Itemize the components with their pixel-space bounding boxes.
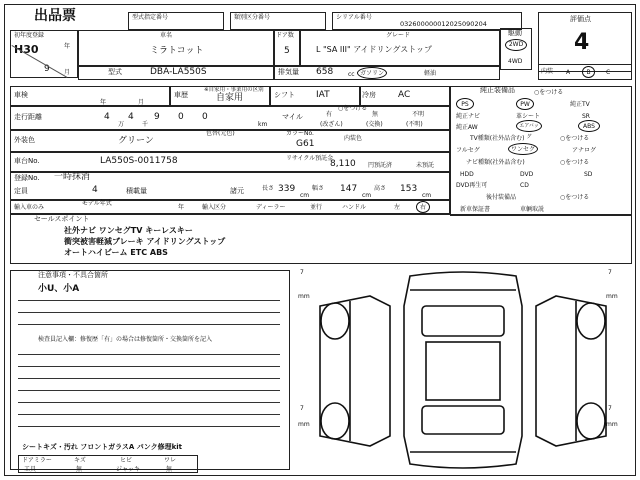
displacement-label: 排気量 [278, 68, 299, 76]
grade-value: L "SA III" アイドリングストップ [316, 45, 433, 54]
footer-h4: ワレ [164, 457, 177, 464]
navi-dvd: DVD [520, 171, 534, 178]
footer-v2: 無 [76, 466, 83, 473]
handle-left: 左 [394, 204, 401, 211]
score-label: 評価点 [570, 15, 591, 23]
interior-color-label: 内装色 [344, 135, 363, 142]
tire-depth-rf: 7 [608, 269, 612, 276]
first-reg-year: H30 [14, 43, 39, 56]
sales-line-2: 衝突被害軽減ブレーキ アイドリングストップ [64, 237, 226, 246]
import-type-label: 輸入区分 [202, 204, 227, 211]
sales-line-1: 社外ナビ ワンセグTV キーレスキー [64, 226, 193, 235]
usage-label: 車歴 [174, 91, 188, 99]
navi-note: ○をつける [560, 159, 590, 166]
model-year-label: モデル年式 [82, 200, 112, 207]
navi-hdd: HDD [460, 171, 474, 178]
equip-airbag: エアバッグ [516, 120, 542, 132]
right-side-body [536, 296, 606, 446]
import-parallel: 並行 [310, 204, 323, 211]
footer-v4: 無 [166, 466, 173, 473]
serial-value: 032600000012025090204 [400, 20, 487, 28]
first-reg-year-label: 年 [64, 43, 71, 50]
equipment-title: 純正装備品 [480, 86, 515, 94]
car-name-value: ミラトコット [150, 46, 204, 56]
mileage-remark-sub-2: (交換) [366, 121, 383, 128]
doors-value: 5 [284, 46, 290, 56]
recycle-unit: 円預託済 [368, 162, 393, 169]
dvd-label: DVD再生可 [456, 182, 488, 189]
wheel-lr [321, 403, 349, 439]
mileage-sen: 千 [142, 121, 149, 128]
import-label: 輸入車のみ [14, 204, 45, 211]
note-rule [18, 414, 280, 415]
serial-label: シリアル番号 [336, 14, 372, 21]
color-no-label: カラーNo. [286, 130, 314, 137]
mileage-remark-1: 有 [326, 111, 333, 118]
note-rule [18, 378, 280, 379]
footer-h2: キズ [74, 457, 86, 464]
type-value: DBA-LA550S [150, 67, 207, 77]
equip-leather: 革シート [516, 113, 541, 120]
mileage-box [10, 106, 450, 130]
car-damage-diagram [290, 266, 636, 474]
tire-unit-lr: mm [298, 421, 310, 428]
aftermarket-label: 後付装備品 [486, 194, 517, 201]
mileage-km: km [258, 121, 268, 128]
footer-v1: 工具 [24, 466, 37, 473]
left-side-body [320, 296, 390, 446]
inner-label: 内装 [541, 68, 554, 75]
capacity-label: 定員 [14, 187, 28, 195]
mileage-mile: マイル [282, 113, 303, 121]
wheel-rf [577, 303, 605, 339]
load-label: 積載量 [126, 187, 147, 195]
mileage-remark-sub-1: (改ざん) [320, 121, 343, 128]
wheel-rr [577, 403, 605, 439]
cd-label: CD [520, 182, 529, 189]
first-reg-label: 初年度登録 [14, 32, 45, 39]
fuel-gas-circle: ガソリン [357, 67, 387, 79]
mileage-man: 万 [118, 121, 125, 128]
width-value: 147 [340, 184, 358, 194]
shift-value: IAT [316, 90, 330, 100]
note-rule [18, 300, 280, 301]
equip-aw: 純正AW [456, 124, 478, 131]
equipment-note: ○をつける [534, 89, 564, 96]
length-label: 長さ [262, 185, 275, 192]
notes-title: 注意事項・不具合箇所 [38, 271, 108, 279]
length-value: 339 [278, 184, 296, 194]
usage-note: ※自家用・事業用の区別 [204, 87, 264, 93]
equip-navi: 純正ナビ [456, 113, 481, 120]
first-reg-month: 9 [44, 64, 50, 74]
import-box [10, 200, 450, 214]
sales-line-3: オートハイビーム ETC ABS [64, 248, 168, 257]
inner-c: C [606, 69, 611, 76]
color-change-label: 色替(元色) [206, 130, 235, 137]
sheet-title: 出品票 [34, 8, 76, 24]
inner-b-circle: B [582, 66, 595, 78]
tire-unit-rr: mm [606, 421, 618, 428]
displacement-unit: cc [348, 71, 355, 78]
aftermarket-note: ○をつける [560, 194, 590, 201]
tv-analog: アナログ [572, 147, 597, 154]
color-no-value: G61 [296, 139, 315, 149]
mileage-circle-note: ○をつける [338, 105, 368, 112]
equip-tv: 純正TV [570, 101, 590, 108]
tv-note: ○をつける [560, 135, 590, 142]
wheel-lf [321, 303, 349, 339]
tire-depth-lr: 7 [300, 405, 304, 412]
reg-label: 登録No. [14, 174, 40, 182]
exterior-color-value: グリーン [118, 136, 154, 146]
car-name-label: 車名 [160, 32, 173, 39]
doors-label: ドア数 [276, 32, 294, 39]
note-rule [18, 324, 280, 325]
usage-value: 自家用 [216, 93, 244, 103]
height-unit: cm [422, 192, 432, 199]
tire-unit-rf: mm [606, 293, 618, 300]
mileage-remark-2: 無 [372, 111, 379, 118]
ac-value: AC [398, 90, 411, 100]
inspector-note: 検査員記入欄：修復歴「有」の場合は修復箇所・交換箇所を記入 [38, 336, 213, 343]
handle-right-circle: 右 [416, 201, 430, 213]
inspection-month: 月 [138, 99, 145, 106]
height-value: 153 [400, 184, 418, 194]
equip-abs: ABS [578, 120, 600, 132]
recycle-value: 8,110 [330, 159, 356, 169]
tv-fullseg: フルセグ [456, 147, 480, 154]
chassis-value: LA550S-0011758 [100, 156, 178, 166]
type-label: 型式 [108, 68, 122, 76]
navi-label: ナビ種類(社外品含む) [466, 159, 525, 166]
inner-a: A [566, 69, 571, 76]
footer-summary: シートキズ・汚れ フロントガラスA パンク修理kit [22, 443, 182, 451]
car-top-body [404, 272, 522, 468]
mileage-digit-3: 9 [154, 112, 160, 122]
width-unit: cm [362, 192, 372, 199]
note-rule [18, 426, 280, 427]
length-unit: cm [300, 192, 310, 199]
drive-label: 駆動 [508, 29, 522, 37]
height-label: 高さ [374, 185, 387, 192]
class-label: 類別区分番号 [234, 14, 271, 21]
score-value: 4 [574, 30, 590, 55]
size-label: 諸元 [230, 187, 244, 195]
exterior-color-label: 外装色 [14, 136, 35, 144]
chassis-label: 車台No. [14, 157, 40, 165]
recycle-label: リサイクル預託金 [286, 155, 334, 162]
mileage-remark-3: 不明 [412, 111, 425, 118]
tire-depth-rr: 7 [608, 405, 612, 412]
tv-label: TV種類(社外品含む) [470, 135, 525, 142]
windshield [422, 306, 504, 336]
model-year-unit: 年 [178, 204, 185, 211]
recycle-unpaid: 未預託 [416, 162, 435, 169]
inspection-box [10, 86, 170, 106]
footer-h1: ドアミラー [22, 457, 52, 464]
capacity-value: 4 [92, 185, 98, 195]
rear-window [422, 406, 504, 434]
mileage-label: 走行距離 [14, 113, 42, 121]
displacement-value: 658 [316, 67, 334, 77]
roof [426, 342, 500, 400]
footer-v3: ジャッキ [116, 466, 140, 473]
tire-depth-lf: 7 [300, 269, 304, 276]
new-warranty: 新車保証書 [460, 206, 491, 213]
navi-sd: SD [584, 171, 593, 178]
cert-label: 型式指定番号 [132, 14, 169, 21]
import-dealer: ディーラー [256, 204, 286, 211]
drive-4wd: 4WD [508, 58, 523, 65]
equip-pw: PW [516, 98, 534, 110]
width-label: 幅さ [312, 185, 325, 192]
fuel-light: 軽油 [424, 70, 437, 77]
inspection-year: 年 [100, 99, 107, 106]
footer-h3: ヒビ [120, 457, 133, 464]
note-rule [18, 402, 280, 403]
drive-2wd-circle: 2WD [505, 39, 527, 51]
note-rule [18, 390, 280, 391]
reg-value: 一時抹消 [54, 172, 91, 182]
inspection-label: 車検 [14, 91, 28, 99]
tv-oneseg-circle: ワンセグ [508, 143, 538, 155]
first-reg-month-label: 月 [64, 69, 71, 76]
ac-label: 冷房 [362, 91, 376, 99]
manual: 車輌取説 [520, 206, 545, 213]
notes-handwritten: 小U、小A [38, 284, 80, 294]
displacement-box [274, 66, 500, 80]
note-rule [18, 312, 280, 313]
mileage-digit-1: 4 [104, 112, 110, 122]
tire-unit-lf: mm [298, 293, 310, 300]
mileage-digit-2: 4 [128, 112, 134, 122]
grade-label: グレード [386, 32, 411, 39]
equip-sr: SR [582, 113, 590, 120]
equip-ps: PS [456, 98, 474, 110]
shift-label: シフト [274, 91, 295, 99]
mileage-digit-5: 0 [202, 112, 208, 122]
sales-title: セールスポイント [34, 215, 90, 223]
handle-label: ハンドル [342, 204, 367, 211]
mileage-digit-4: 0 [178, 112, 184, 122]
note-rule [18, 366, 280, 367]
mileage-remark-sub-3: (不明) [406, 121, 423, 128]
note-rule [18, 354, 280, 355]
